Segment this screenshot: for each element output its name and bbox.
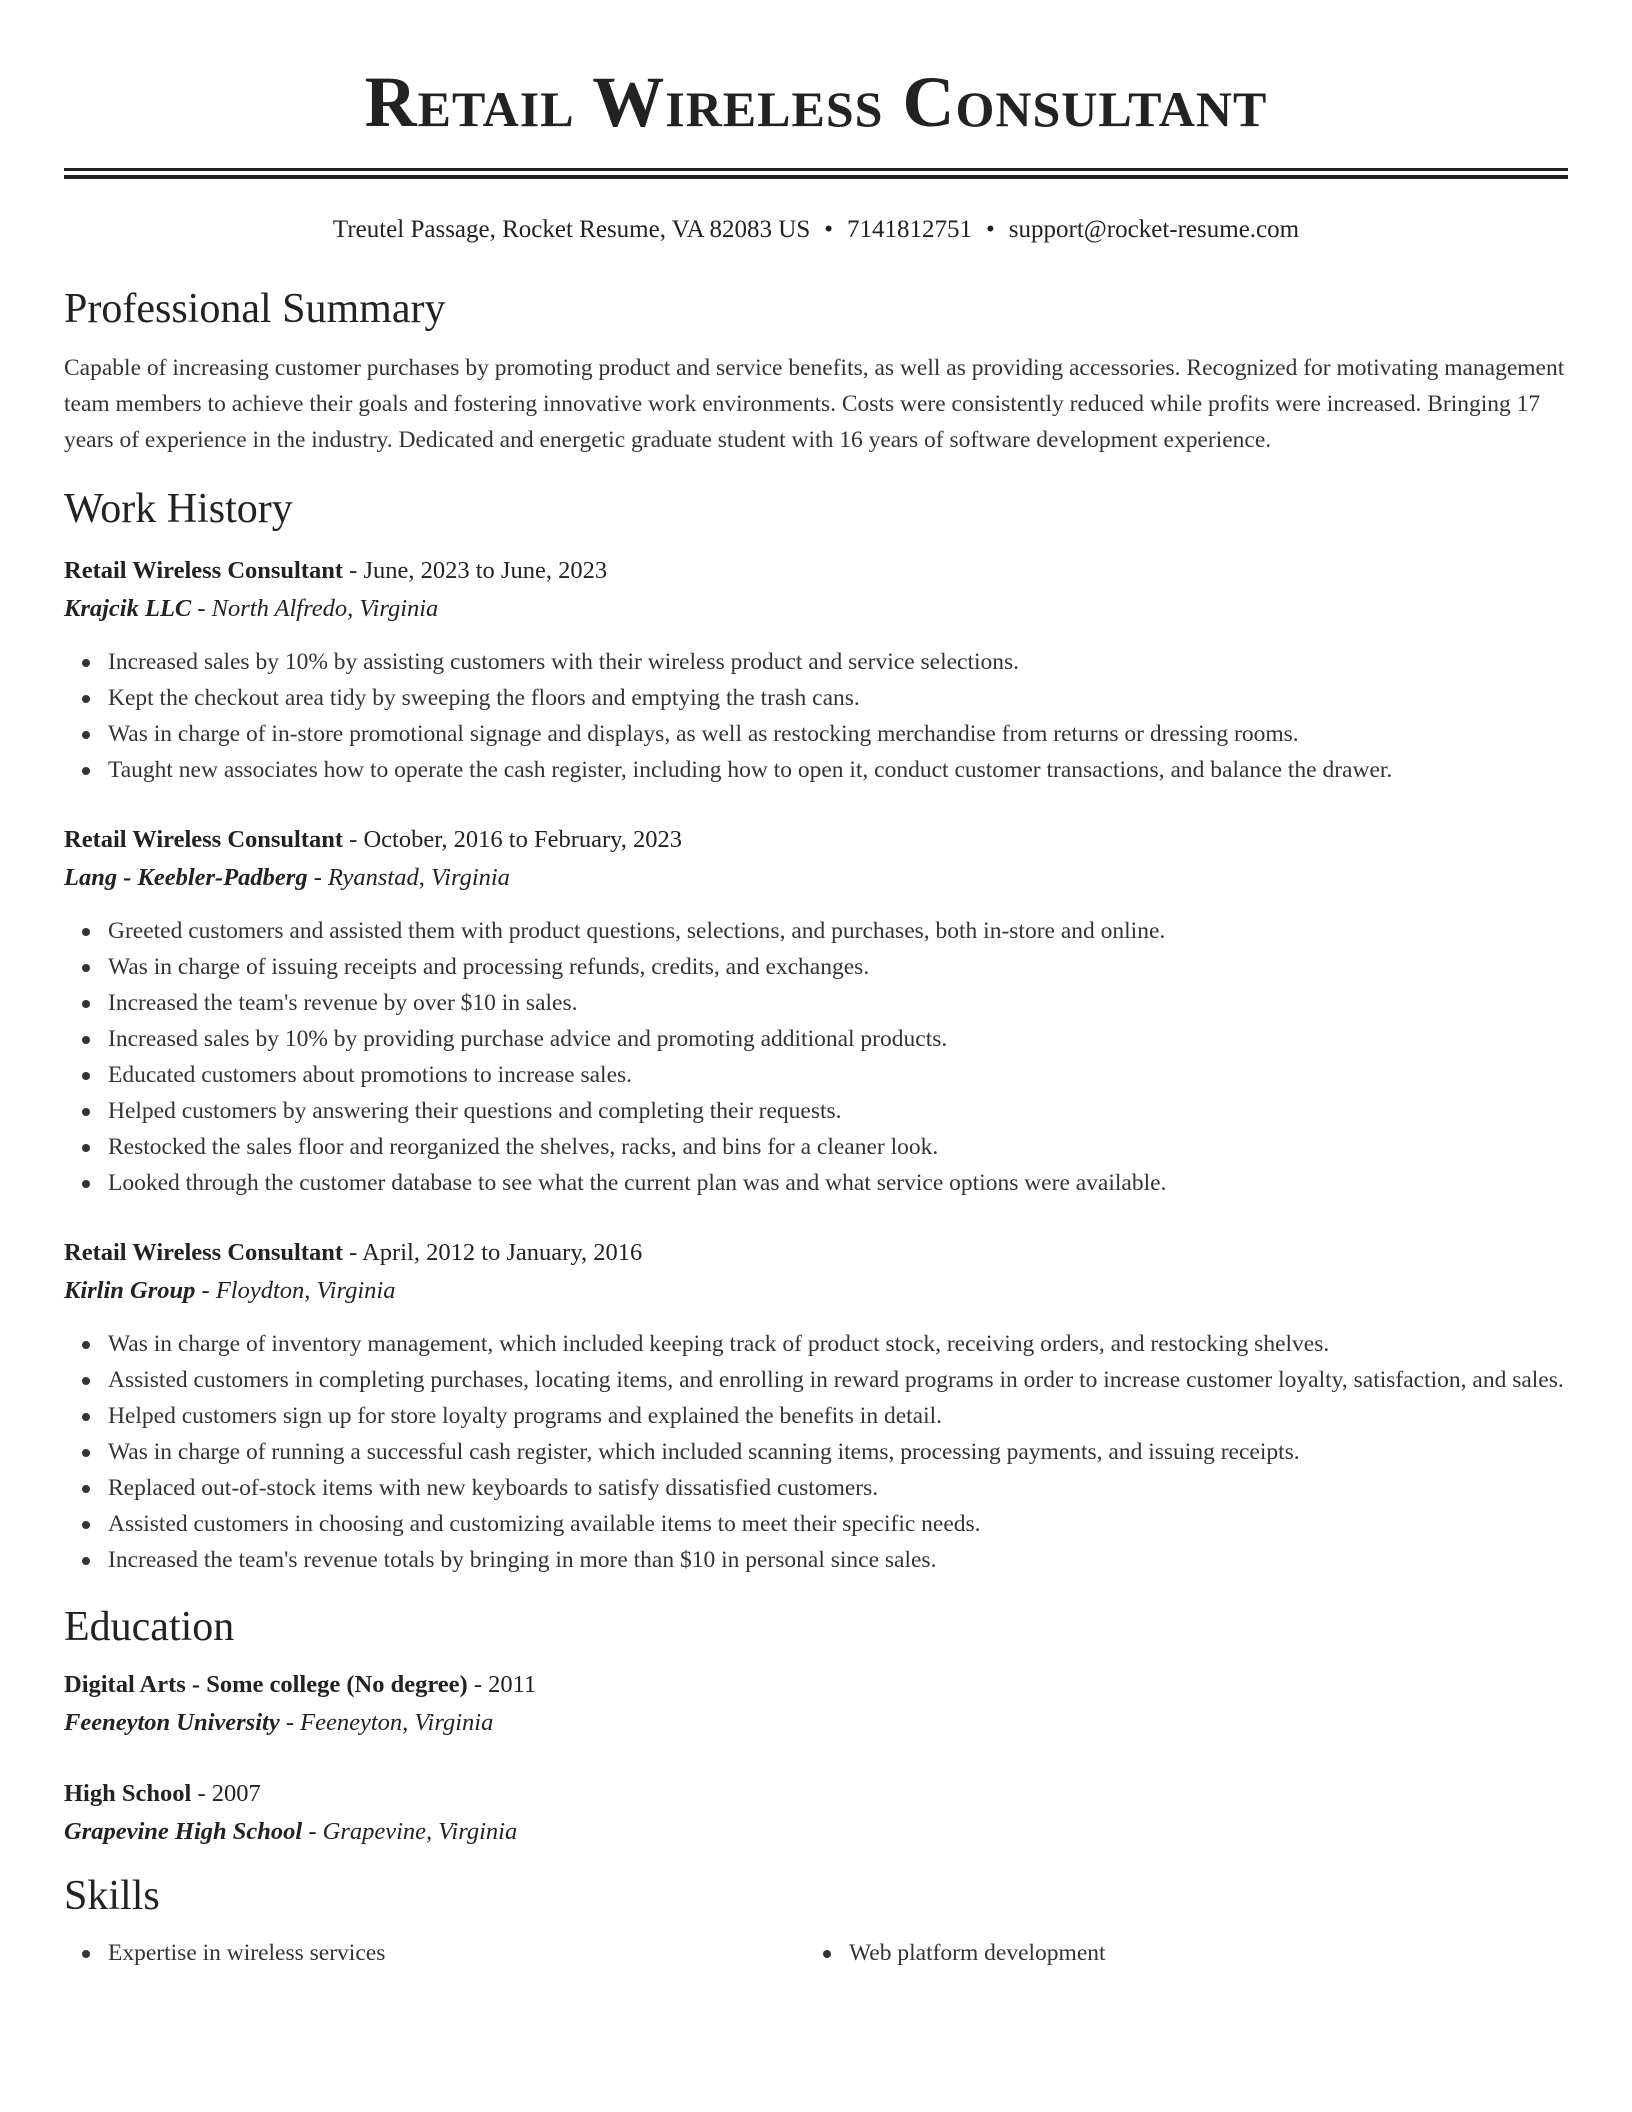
list-item: Restocked the sales floor and reorganized the shelves, racks, and bins for a cleaner look. <box>108 1129 1568 1165</box>
job-company-line <box>64 590 1568 628</box>
job-entry <box>64 552 1568 788</box>
contact-line <box>64 214 1568 246</box>
job-company-line <box>64 1272 1568 1310</box>
skills-column-right <box>805 1931 1546 1971</box>
list-item: Was in charge of running a successful cash register, which included scanning items, processing payments, and issuing receipts. <box>108 1434 1568 1470</box>
skills-heading: Skills <box>64 1873 160 1919</box>
list-item: Increased the team's revenue totals by bringing in more than $10 in personal since sales. <box>108 1542 1568 1578</box>
degree-name: Digital Arts - Some college (No degree) <box>64 1671 468 1698</box>
degree-year: - 2011 <box>467 1671 537 1698</box>
list-item: Greeted customers and assisted them with product questions, selections, and purchases, both in-store and online. <box>108 913 1568 949</box>
degree-line <box>64 1775 1568 1813</box>
job-company-line <box>64 859 1568 897</box>
list-item: Assisted customers in choosing and customizing available items to meet their specific needs. <box>108 1506 1568 1542</box>
skills-column-left <box>64 1931 805 1971</box>
list-item: Educated customers about promotions to increase sales. <box>108 1057 1568 1093</box>
job-dates: - October, 2016 to February, 2023 <box>343 826 683 853</box>
job-bullets <box>64 644 1568 788</box>
job-dates: - April, 2012 to January, 2016 <box>343 1239 643 1266</box>
school-location: - Grapevine, Virginia <box>302 1818 518 1845</box>
list-item: Increased sales by 10% by providing purchase advice and promoting additional products. <box>108 1021 1568 1057</box>
job-location: - Floydton, Virginia <box>195 1277 396 1304</box>
job-title: Retail Wireless Consultant <box>64 826 344 853</box>
list-item: Replaced out-of-stock items with new keyboards to satisfy dissatisfied customers. <box>108 1470 1568 1506</box>
contact-address: Treutel Passage, Rocket Resume, VA 82083 US <box>332 216 811 243</box>
job-dates: - June, 2023 to June, 2023 <box>343 557 608 584</box>
job-bullets <box>64 1326 1568 1578</box>
job-title-line <box>64 821 1568 859</box>
list-item: Taught new associates how to operate the cash register, including how to open it, conduct customer transactions, and balance the drawer. <box>108 752 1568 788</box>
list-item: Increased sales by 10% by assisting customers with their wireless product and service selections. <box>108 644 1568 680</box>
education-entry <box>64 1666 1568 1742</box>
job-title-line <box>64 1234 1568 1272</box>
contact-phone: 7141812751 <box>847 216 973 243</box>
list-item: Helped customers by answering their questions and completing their requests. <box>108 1093 1568 1129</box>
degree-name: High School <box>64 1780 192 1807</box>
school-name: Grapevine High School <box>64 1818 303 1845</box>
skills-list <box>64 1935 805 1971</box>
list-item: Expertise in wireless services <box>108 1935 805 1971</box>
job-title: Retail Wireless Consultant <box>64 557 344 584</box>
degree-line <box>64 1666 1568 1704</box>
job-title: Retail Wireless Consultant <box>64 1239 344 1266</box>
header-rule-bottom <box>64 175 1568 179</box>
summary-heading: Professional Summary <box>64 286 446 332</box>
header-rule-top <box>64 168 1568 171</box>
list-item: Was in charge of in-store promotional signage and displays, as well as restocking merchandise from returns or dressing rooms. <box>108 716 1568 752</box>
school-line <box>64 1813 1568 1851</box>
skills-list <box>805 1935 1546 1971</box>
page-title: Retail Wireless Consultant <box>364 62 1268 142</box>
contact-email: support@rocket-resume.com <box>1008 216 1300 243</box>
list-item: Was in charge of inventory management, which included keeping track of product stock, receiving orders, and restocking shelves. <box>108 1326 1568 1362</box>
job-bullets <box>64 913 1568 1201</box>
job-location: - North Alfredo, Virginia <box>191 595 439 622</box>
job-entry <box>64 821 1568 1201</box>
job-company: Krajcik LLC <box>64 595 192 622</box>
list-item: Web platform development <box>849 1935 1546 1971</box>
education-entry <box>64 1775 1568 1851</box>
school-line <box>64 1704 1568 1742</box>
contact-separator: • <box>824 216 834 243</box>
list-item: Helped customers sign up for store loyalty programs and explained the benefits in detail. <box>108 1398 1568 1434</box>
list-item: Assisted customers in completing purchases, locating items, and enrolling in reward programs in order to increase customer loyalty, satisfaction, and sales. <box>108 1362 1568 1398</box>
education-heading: Education <box>64 1604 235 1650</box>
list-item: Looked through the customer database to see what the current plan was and what service options were available. <box>108 1165 1568 1201</box>
contact-separator: • <box>986 216 995 243</box>
job-company: Lang - Keebler-Padberg <box>64 864 308 891</box>
degree-year: - 2007 <box>191 1780 261 1807</box>
list-item: Increased the team's revenue by over $10 in sales. <box>108 985 1568 1021</box>
job-entry <box>64 1234 1568 1578</box>
job-title-line <box>64 552 1568 590</box>
job-location: - Ryanstad, Virginia <box>307 864 510 891</box>
list-item: Kept the checkout area tidy by sweeping the floors and emptying the trash cans. <box>108 680 1568 716</box>
summary-text: Capable of increasing customer purchases by promoting product and service benefits, as well as providing accessories. Recognized for motivating management team members to achieve their goals and fostering innovative work environments. Costs were consistently reduced while profits were increased. Bringing 17 years of experience in the industry. Dedicated and energetic graduate student with 16 years of software development experience. <box>64 355 1565 453</box>
work-history-heading: Work History <box>64 486 293 532</box>
list-item: Was in charge of issuing receipts and processing refunds, credits, and exchanges. <box>108 949 1568 985</box>
school-name: Feeneyton University <box>64 1709 280 1736</box>
school-location: - Feeneyton, Virginia <box>279 1709 494 1736</box>
job-company: Kirlin Group <box>64 1277 196 1304</box>
skills-grid <box>64 1931 1568 1971</box>
